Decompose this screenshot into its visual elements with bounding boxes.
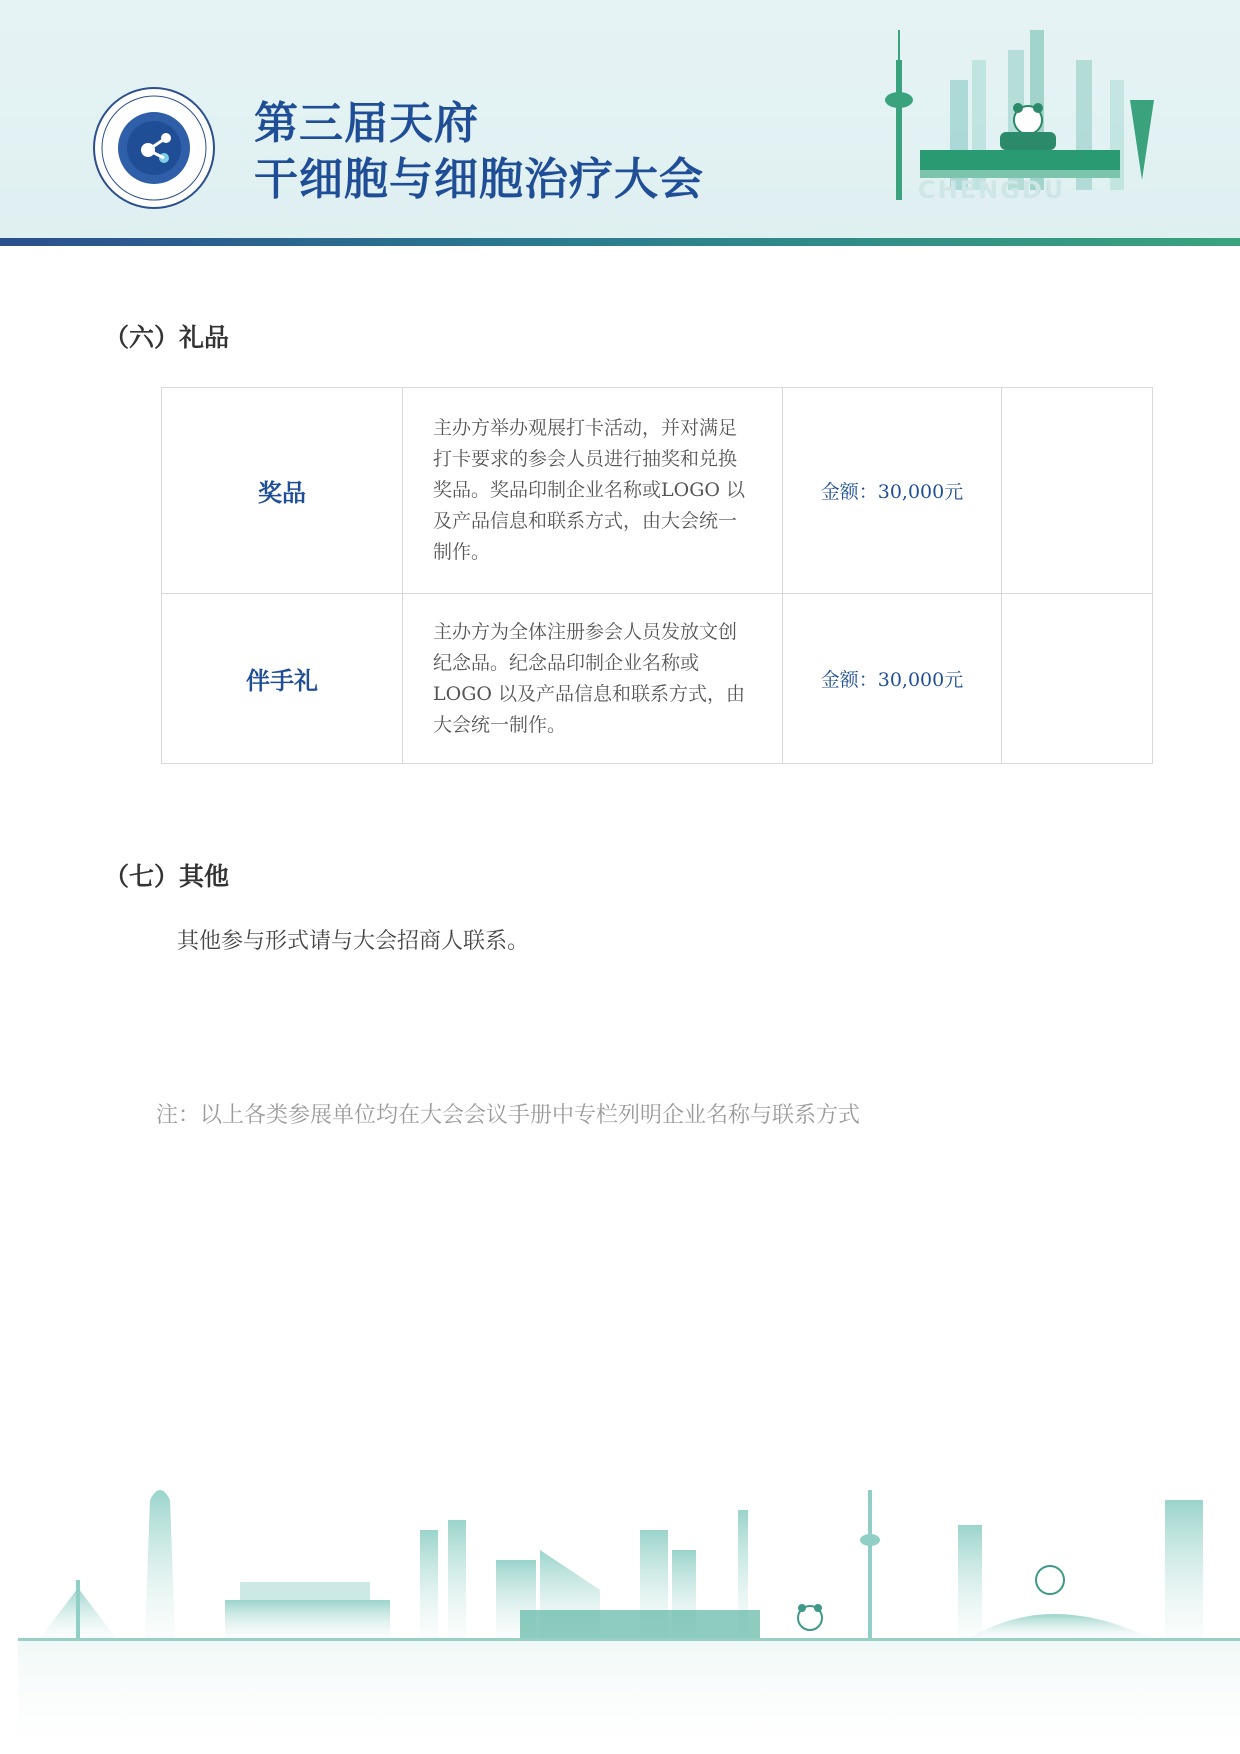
gift-description: 主办方举办观展打卡活动，并对满足打卡要求的参会人员进行抽奖和兑换奖品。奖品印制企业名称或LOGO 以及产品信息和联系方式，由大会统一制作。 <box>403 388 783 594</box>
section-heading-gifts: （六）礼品 <box>104 323 230 352</box>
gift-name: 伴手礼 <box>162 594 403 764</box>
section-heading-other: （七）其他 <box>104 862 230 891</box>
table-row <box>162 388 1153 594</box>
header-divider <box>0 238 1240 246</box>
gift-name: 奖品 <box>162 388 403 594</box>
empty-cell <box>1002 388 1153 594</box>
gifts-table <box>161 387 1153 764</box>
city-label: CHENGDU <box>918 176 1066 204</box>
page-header <box>0 0 1240 240</box>
footnote: 注：以上各类参展单位均在大会会议手册中专栏列明企业名称与联系方式 <box>156 1103 861 1128</box>
bottom-skyline-graphic <box>0 1470 1240 1754</box>
gift-price: 金额：30,000元 <box>783 388 1002 594</box>
gift-description: 主办方为全体注册参会人员发放文创纪念品。纪念品印制企业名称或LOGO 以及产品信息和联系方式，由大会统一制作。 <box>403 594 783 764</box>
association-logo <box>92 86 216 210</box>
empty-cell <box>1002 594 1153 764</box>
title-line2: 干细胞与细胞治疗大会 <box>254 154 704 205</box>
gift-price: 金额：30,000元 <box>783 594 1002 764</box>
other-text: 其他参与形式请与大会招商人联系。 <box>177 929 530 954</box>
conference-title <box>254 96 704 208</box>
table-row <box>162 594 1153 764</box>
title-line1: 第三届天府 <box>254 98 479 149</box>
